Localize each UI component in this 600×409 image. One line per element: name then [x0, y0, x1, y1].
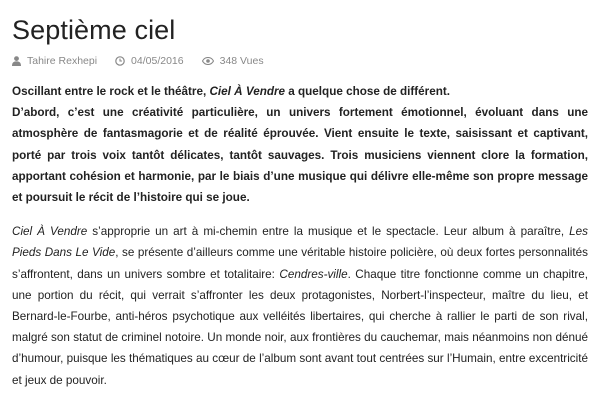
lead-paragraph	[12, 81, 588, 208]
article-title: Septième ciel	[12, 15, 176, 45]
body-text-segment: , se présente d’ailleurs comme une véritable histoire policière, où deux fortes personnalités s’affrontent, dans un univers sombre et totalitaire:	[12, 246, 588, 281]
lead-first-line	[12, 81, 588, 102]
eye-icon	[202, 57, 214, 65]
body-text-segment: . Chaque titre fonctionne comme un chapitre, une portion du récit, qui verrait s’affronter les deux protagonistes, Norbert-l’inspecteur, maître du lieu, et Bernard-le-Fourbe, anti-héros psychotique aux velléités libertaires, qui cherche à rallier le parti de son rival, malgré son statut de criminel notoire. Un monde noir, aux frontières du cauchemar, mais néanmoins non dénué d’humour, puisque les thématiques au cœur de l’album sont avant tout centrées sur l’Humain, entre excentricité et jeux de pouvoir.	[12, 267, 589, 387]
view-count: 348 Vues	[219, 55, 264, 67]
body-text	[12, 221, 588, 391]
band-name: Ciel À Vendre	[12, 225, 88, 239]
lead-text: Oscillant entre le rock et le théâtre,	[12, 85, 210, 98]
publish-date: 04/05/2016	[131, 55, 184, 67]
views-meta	[202, 55, 264, 67]
body-paragraph	[12, 221, 588, 391]
user-icon	[12, 56, 21, 66]
date-meta	[115, 55, 184, 67]
lead-rest: D’abord, c’est une créativité particulière, un univers fortement émotionnel, évoluant dans une atmosphère de fantasmagorie et de réalité éprouvée. Vient ensuite le texte, saisissant et captivant, porté par trois voix tantôt délicates, tantôt sauvages. Trois musiciens viennent clore la formation, apportant cohésion et harmonie, par le biais d’une musique qui délivre elle-même son propre message et poursuit le récit de l’histoire qui se joue.	[12, 106, 588, 205]
article-body	[12, 81, 588, 391]
clock-icon	[115, 56, 125, 66]
article-meta	[12, 55, 282, 67]
body-text-segment: s’approprie un art à mi-chemin entre la musique et le spectacle. Leur album à paraître,	[87, 225, 570, 239]
place-name: Cendres-ville	[279, 267, 348, 281]
author-meta[interactable]	[12, 55, 97, 67]
band-name: Ciel À Vendre	[209, 85, 286, 98]
author-name: Tahire Rexhepi	[27, 55, 98, 67]
lead-text: a quelque chose de différent.	[285, 85, 450, 98]
album-title: Les Pieds Dans Le Vide	[12, 225, 588, 260]
